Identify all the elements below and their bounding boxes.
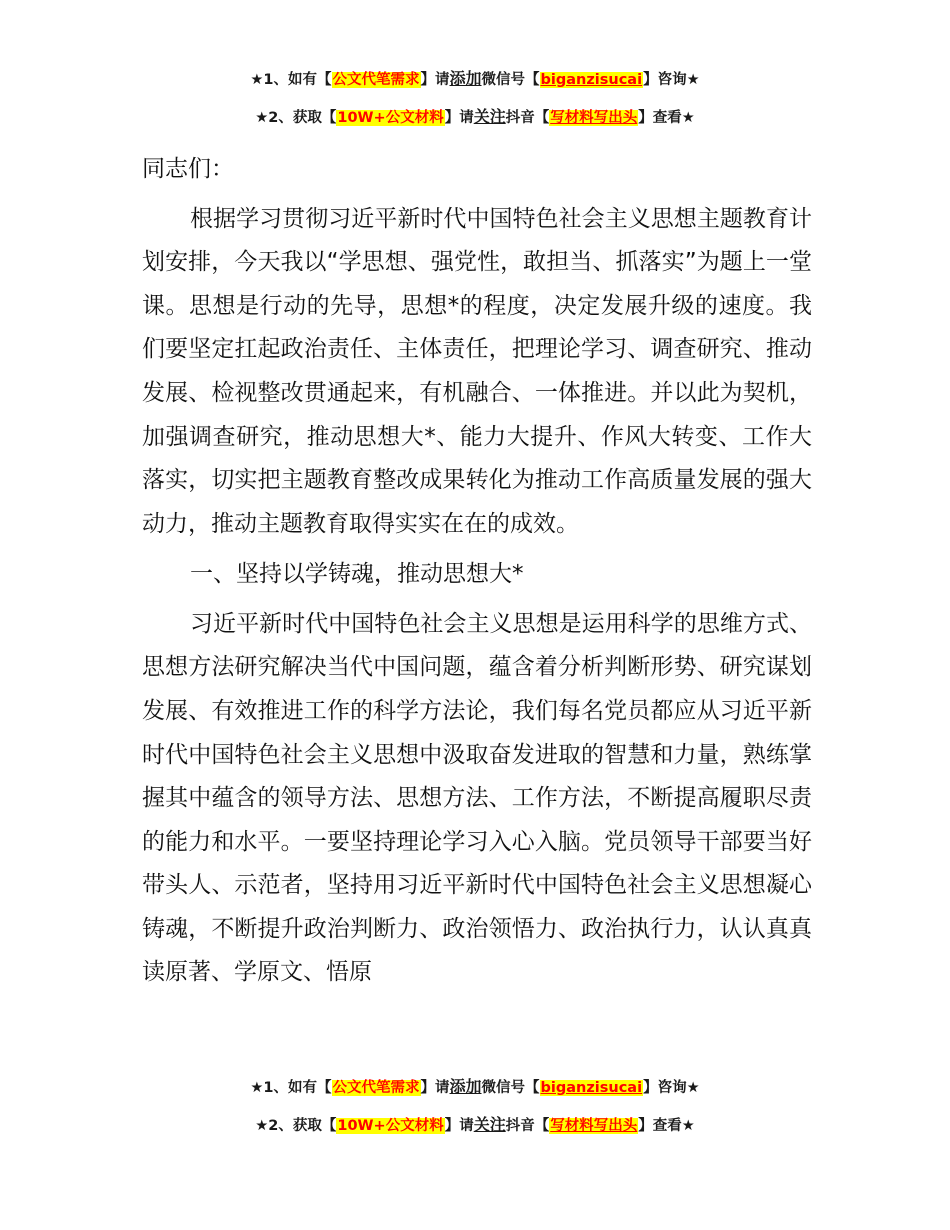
promo-prefix: ★2、获取【 [255,110,337,126]
document-body [142,148,812,1001]
promo-header-line-2 [0,106,950,129]
promo-prefix: ★1、如有【 [250,1080,332,1096]
promo-suffix: 】咨询★ [643,72,700,88]
promo-highlight-service: 公文代笔需求 [332,1080,420,1096]
promo-emphasis: 关注 [473,1115,506,1134]
promo-highlight-service: 公文代笔需求 [332,72,420,88]
promo-text: 抖音【 [505,110,550,126]
promo-header-line-1 [0,68,950,91]
promo-text: 】请 [420,1080,450,1096]
promo-emphasis: 添加 [449,1077,482,1096]
promo-wechat-id: biganzisucai [540,1080,643,1096]
promo-text: 】请 [444,110,474,126]
promo-footer-line-1 [0,1076,950,1099]
promo-text: 抖音【 [505,1118,550,1134]
section-heading-1: 一、坚持以学铸魂，推动思想大* [190,560,524,587]
promo-text: 微信号【 [481,72,540,88]
promo-text: 】请 [444,1118,474,1134]
promo-douyin-account: 写材料写出头 [550,110,638,126]
paragraph-intro: 根据学习贯彻习近平新时代中国特色社会主义思想主题教育计划安排，今天我以“学思想、强党性，敢担当、抓落实”为题上一堂课。思想是行动的先导，思想*的程度，决定发展升级的速度。我们要坚定扛起政治责任、主体责任，把理论学习、调查研究、推动发展、检视整改贯通起来，有机融合、一体推进。并以此为契机，加强调查研究，推动思想大*、能力大提升、作风大转变、工作大落实，切实把主题教育整改成果转化为推动工作高质量发展的强大动力，推动主题教育取得实实在在的成效。 [142,205,812,537]
promo-text: 微信号【 [481,1080,540,1096]
promo-suffix: 】咨询★ [643,1080,700,1096]
promo-emphasis: 关注 [473,107,506,126]
promo-highlight-materials: 10W+公文材料 [337,110,444,126]
promo-text: 】请 [420,72,450,88]
promo-footer-line-2 [0,1114,950,1137]
promo-suffix: 】查看★ [638,110,695,126]
promo-wechat-id: biganzisucai [540,72,643,88]
promo-prefix: ★2、获取【 [255,1118,337,1134]
promo-highlight-materials: 10W+公文材料 [337,1118,444,1134]
promo-douyin-account: 写材料写出头 [550,1118,638,1134]
promo-emphasis: 添加 [449,69,482,88]
greeting: 同志们： [142,156,234,182]
promo-suffix: 】查看★ [638,1118,695,1134]
paragraph-section-1: 习近平新时代中国特色社会主义思想是运用科学的思维方式、思想方法研究解决当代中国问题，蕴含着分析判断形势、研究谋划发展、有效推进工作的科学方法论，我们每名党员都应从习近平新时代中国特色社会主义思想中汲取奋发进取的智慧和力量，熟练掌握其中蕴含的领导方法、思想方法、工作方法，不断提高履职尽责的能力和水平。一要坚持理论学习入心入脑。党员领导干部要当好带头人、示范者，坚持用习近平新时代中国特色社会主义思想凝心铸魂，不断提升政治判断力、政治领悟力、政治执行力，认认真真读原著、学原文、悟原 [142,610,812,986]
promo-prefix: ★1、如有【 [250,72,332,88]
